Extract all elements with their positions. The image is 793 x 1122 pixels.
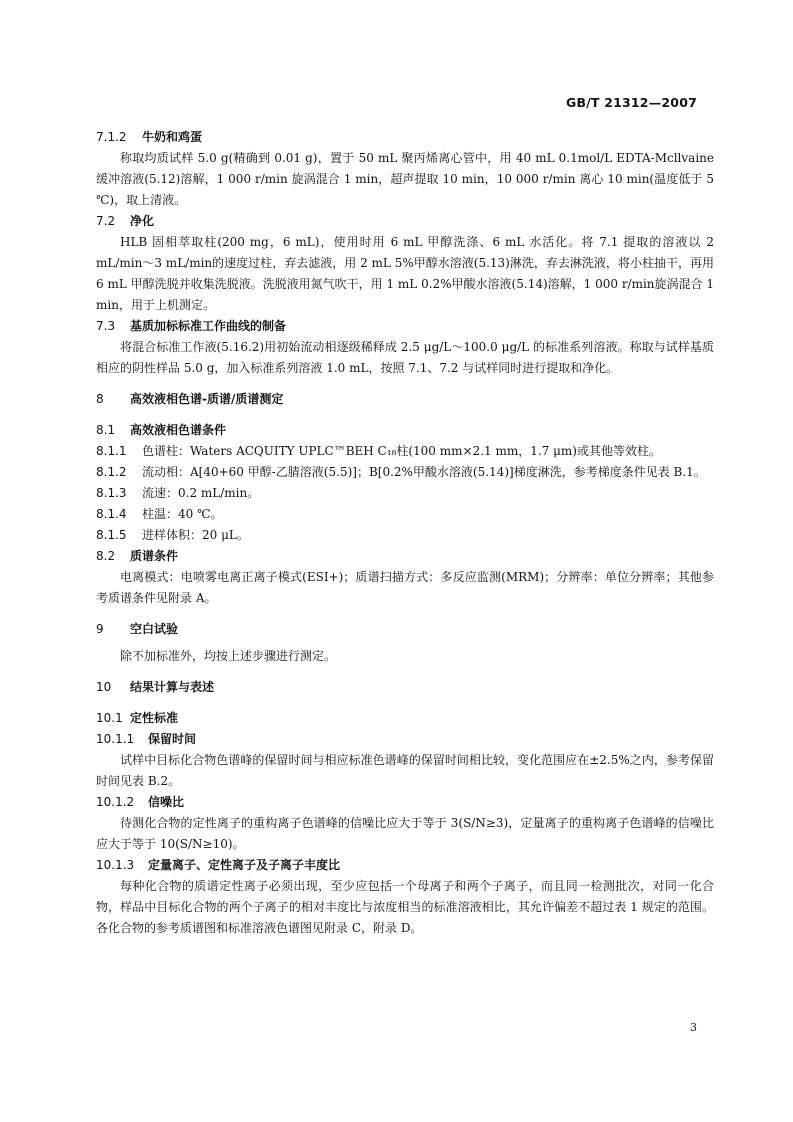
heading-10-1-2 — [96, 792, 714, 813]
item-8-1-3 — [96, 483, 714, 504]
item-number: 8.1.2 — [96, 465, 127, 479]
section-number: 10.1.2 — [96, 795, 135, 809]
item-8-1-2 — [96, 462, 714, 483]
item-text: 流速：0.2 mL/min。 — [142, 486, 260, 500]
section-title: 定量离子、定性离子及子离子丰度比 — [148, 858, 341, 872]
heading-7-1-2 — [96, 127, 714, 148]
section-title: 结果计算与表述 — [130, 680, 215, 694]
section-number: 7.3 — [96, 319, 116, 333]
item-number: 8.1.5 — [96, 528, 127, 542]
paragraph-9: 除不加标准外，均按上述步骤进行测定。 — [120, 649, 337, 663]
standard-code: GB/T 21312—2007 — [565, 95, 697, 110]
section-number: 8 — [96, 392, 104, 406]
heading-8-2 — [96, 546, 714, 567]
section-number: 7.2 — [96, 214, 116, 228]
heading-8-1 — [96, 420, 714, 441]
heading-7-2 — [96, 211, 714, 232]
heading-8 — [96, 389, 714, 410]
item-number: 8.1.3 — [96, 486, 127, 500]
paragraph-10-1-3: 每种化合物的质谱定性离子必须出现，至少应包括一个母离子和两个子离子，而且同一检测批次，对同一化合物，样品中目标化合物的两个子离子的相对丰度比与浓度相当的标准溶液相比，其允许偏差不超过表 1 规定的范围。各化合物的参考质谱图和标准溶液色谱图见附录 C，附录 D。 — [96, 879, 714, 935]
heading-10-1-1 — [96, 729, 714, 750]
item-8-1-4 — [96, 504, 714, 525]
heading-10-1-3 — [96, 855, 714, 876]
section-title: 质谱条件 — [130, 549, 179, 563]
section-number: 9 — [96, 622, 104, 636]
section-number: 10.1 — [96, 711, 123, 725]
page-number: 3 — [690, 1021, 697, 1034]
item-text: 进样体积：20 μL。 — [142, 528, 249, 542]
paragraph-7-2: HLB 固相萃取柱(200 mg，6 mL)，使用时用 6 mL 甲醇洗涤、6 mL 水活化。将 7.1 提取的溶液以 2 mL/min～3 mL/min的速度过柱，弃去滤液，用 2 mL 5%甲醇水溶液(5.13)淋洗，弃去淋洗液，将小柱抽干，再用 6 mL 甲醇洗脱并收集洗脱液。洗脱液用氮气吹干，用 1 mL 0.2%甲酸水溶液(5.14)溶解，1 000 r/min旋涡混合 1 min，用于上机测定。 — [96, 235, 714, 312]
item-text: 柱温：40 ℃。 — [142, 507, 223, 521]
section-number: 8.1 — [96, 423, 116, 437]
section-title: 定性标准 — [130, 711, 179, 725]
item-8-1-5 — [96, 525, 714, 546]
item-text: 流动相：A[40+60 甲醇-乙腈溶液(5.5)]；B[0.2%甲酸水溶液(5.14)]梯度淋洗，参考梯度条件见表 B.1。 — [142, 465, 706, 479]
section-title: 空白试验 — [130, 622, 179, 636]
item-8-1-1 — [96, 441, 714, 462]
paragraph-10-1-2: 待测化合物的定性离子的重构离子色谱峰的信噪比应大于等于 3(S/N≥3)，定量离子的重构离子色谱峰的信噪比应大于等于 10(S/N≥10)。 — [96, 816, 714, 851]
item-text: 色谱柱：Waters ACQUITY UPLC™BEH C₁₈柱(100 mm×2.1 mm，1.7 μm)或其他等效柱。 — [142, 444, 661, 458]
section-title: 基质加标标准工作曲线的制备 — [130, 319, 287, 333]
paragraph-7-3: 将混合标准工作液(5.16.2)用初始流动相逐级稀释成 2.5 μg/L～100.0 μg/L 的标准系列溶液。称取与试样基质相应的阴性样品 5.0 g，加入标准系列溶液 1.0 mL，按照 7.1、7.2 与试样同时进行提取和净化。 — [96, 340, 714, 375]
section-title: 保留时间 — [148, 732, 197, 746]
page-content — [96, 127, 714, 939]
heading-10-1 — [96, 708, 714, 729]
section-title: 净化 — [130, 214, 155, 228]
paragraph-8-2: 电离模式：电喷雾电离正离子模式(ESI+)；质谱扫描方式：多反应监测(MRM)；分辨率：单位分辨率；其他参考质谱条件见附录 A。 — [96, 570, 714, 605]
section-title: 牛奶和鸡蛋 — [142, 130, 203, 144]
heading-9 — [96, 619, 714, 640]
heading-10 — [96, 677, 714, 698]
section-title: 高效液相色谱条件 — [130, 423, 227, 437]
section-number: 8.2 — [96, 549, 116, 563]
section-number: 10.1.1 — [96, 732, 135, 746]
heading-7-3 — [96, 316, 714, 337]
section-number: 10.1.3 — [96, 858, 135, 872]
section-title: 高效液相色谱-质谱/质谱测定 — [130, 392, 284, 406]
paragraph-7-1-2: 称取均质试样 5.0 g(精确到 0.01 g)，置于 50 mL 聚丙烯离心管中，用 40 mL 0.1mol/L EDTA-Mcllvaine 缓冲溶液(5.12)溶解，1 000 r/min 旋涡混合 1 min，超声提取 10 min，10 000 r/min 离心 10 min(温度低于 5 ℃)，取上清液。 — [96, 151, 714, 207]
item-number: 8.1.1 — [96, 444, 127, 458]
section-number: 7.1.2 — [96, 130, 127, 144]
section-number: 10 — [96, 680, 112, 694]
section-title: 信噪比 — [148, 795, 185, 809]
item-number: 8.1.4 — [96, 507, 127, 521]
paragraph-10-1-1: 试样中目标化合物色谱峰的保留时间与相应标准色谱峰的保留时间相比较，变化范围应在±2.5%之内，参考保留时间见表 B.2。 — [96, 753, 714, 788]
